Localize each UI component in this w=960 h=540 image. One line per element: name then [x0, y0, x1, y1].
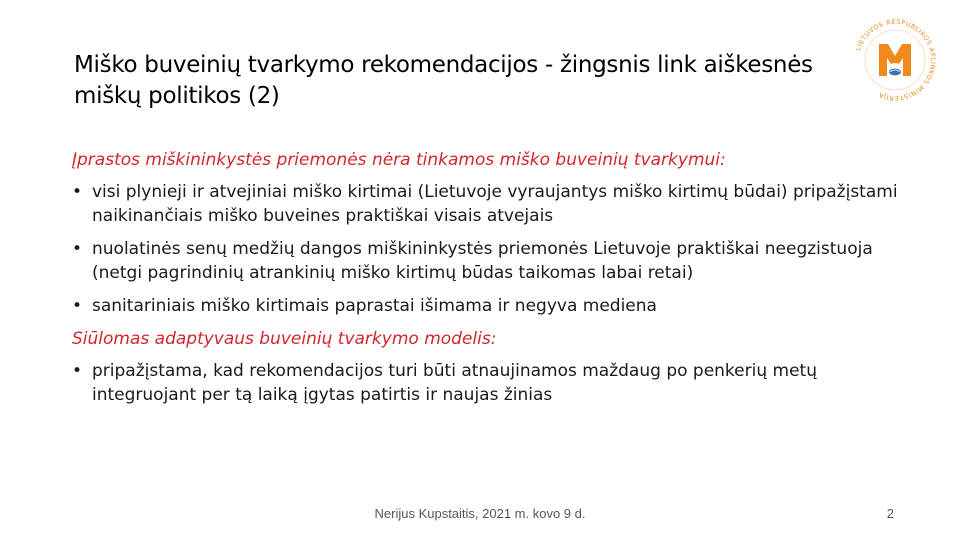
bullet-list-current-practice [72, 180, 922, 318]
ministry-logo-icon [852, 14, 938, 106]
list-item [72, 237, 922, 285]
page-number: 2 [886, 506, 894, 521]
list-item-text: visi plynieji ir atvejiniai miško kirtimai (Lietuvoje vyraujantys miško kirtimų būdai) pripažįstami naikinančiais miško buveines praktiškai visais atvejais [92, 182, 898, 226]
bullet-symbol: • [72, 296, 83, 316]
list-item [72, 359, 922, 407]
slide-body [72, 148, 922, 416]
ministry-logo [852, 14, 938, 106]
list-item [72, 180, 922, 228]
bullet-symbol: • [72, 361, 83, 381]
list-item-text: nuolatinės senų medžių dangos miškininkystės priemonės Lietuvoje praktiškai neegzistuoja (netgi pagrindinių atrankinių miško kirtimų būdas taikomas labai retai) [92, 239, 873, 283]
logo-ring-text: LIETUVOS RESPUBLIKOS APLINKOS MINISTERIJA [854, 17, 938, 103]
footer-author-date: Nerijus Kupstaitis, 2021 m. kovo 9 d. [374, 506, 586, 521]
slide-title: Miško buveinių tvarkymo rekomendacijos - žingsnis link aiškesnės miškų politikos (2) [74, 52, 813, 109]
bullet-symbol: • [72, 182, 83, 202]
bullet-list-adaptive-model [72, 359, 922, 407]
section-heading-adaptive-model: Siūlomas adaptyvaus buveinių tvarkymo modelis: [72, 329, 497, 349]
list-item [72, 294, 922, 318]
list-item-text: pripažįstama, kad rekomendacijos turi būti atnaujinamos maždaug po penkerių metų integruojant per tą laiką įgytas patirtis ir naujas žinias [92, 361, 817, 405]
section-heading-current-practice: Įprastos miškininkystės priemonės nėra tinkamos miško buveinių tvarkymui: [72, 150, 726, 170]
bullet-symbol: • [72, 239, 83, 259]
list-item-text: sanitariniais miško kirtimais paprastai išimama ir negyva mediena [92, 296, 657, 316]
